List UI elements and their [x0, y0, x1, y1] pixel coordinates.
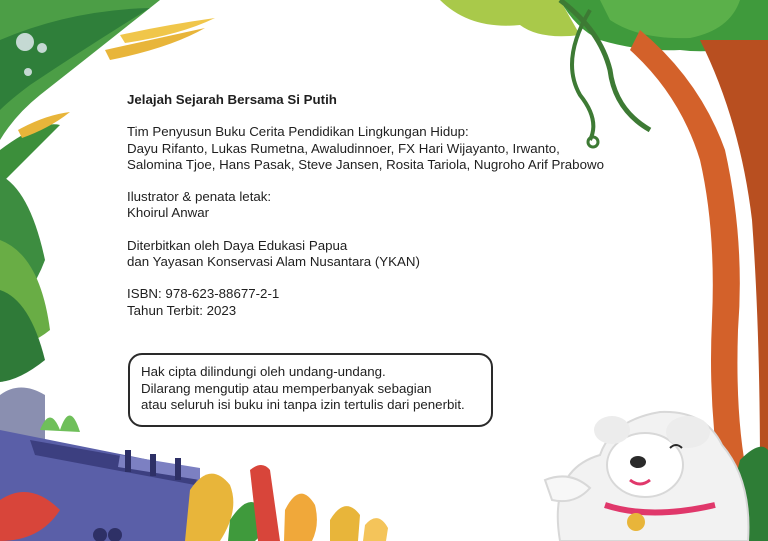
publication-info: [127, 286, 687, 319]
writing-team-heading: Tim Penyusun Buku Cerita Pendidikan Lingkungan Hidup:: [127, 124, 469, 140]
book-title: Jelajah Sejarah Bersama Si Putih: [127, 92, 337, 107]
copyright-notice-line: Dilarang mengutip atau memperbanyak sebagian: [141, 380, 432, 396]
copyright-notice-box: [128, 353, 493, 427]
writing-team-names-line: Dayu Rifanto, Lukas Rumetna, Awaludinnoer, FX Hari Wijayanto, Irwanto,: [127, 140, 560, 156]
left-side-leaves-illustration: [0, 175, 50, 382]
publisher-line: Diterbitkan oleh Daya Edukasi Papua: [127, 237, 348, 253]
writing-team-names-line: Salomina Tjoe, Hans Pasak, Steve Jansen, Rosita Tariola, Nugroho Arif Prabowo: [127, 156, 604, 172]
illustrator-section: [127, 189, 687, 222]
isbn: ISBN: 978-623-88677-2-1: [127, 286, 280, 302]
publisher-line: dan Yayasan Konservasi Alam Nusantara (YKAN): [127, 254, 420, 270]
copyright-notice-line: Hak cipta dilindungi oleh undang-undang.: [141, 364, 386, 379]
writing-team-section: [127, 124, 687, 173]
copyright-notice-line: atau seluruh isi buku ini tanpa izin tertulis dari penerbit.: [141, 397, 465, 412]
publication-year: Tahun Terbit: 2023: [127, 302, 237, 318]
book-credits: [127, 92, 687, 335]
illustrator-name: Khoirul Anwar: [127, 205, 210, 221]
illustrator-heading: Ilustrator & penata letak:: [127, 189, 272, 205]
publisher-section: [127, 238, 687, 271]
